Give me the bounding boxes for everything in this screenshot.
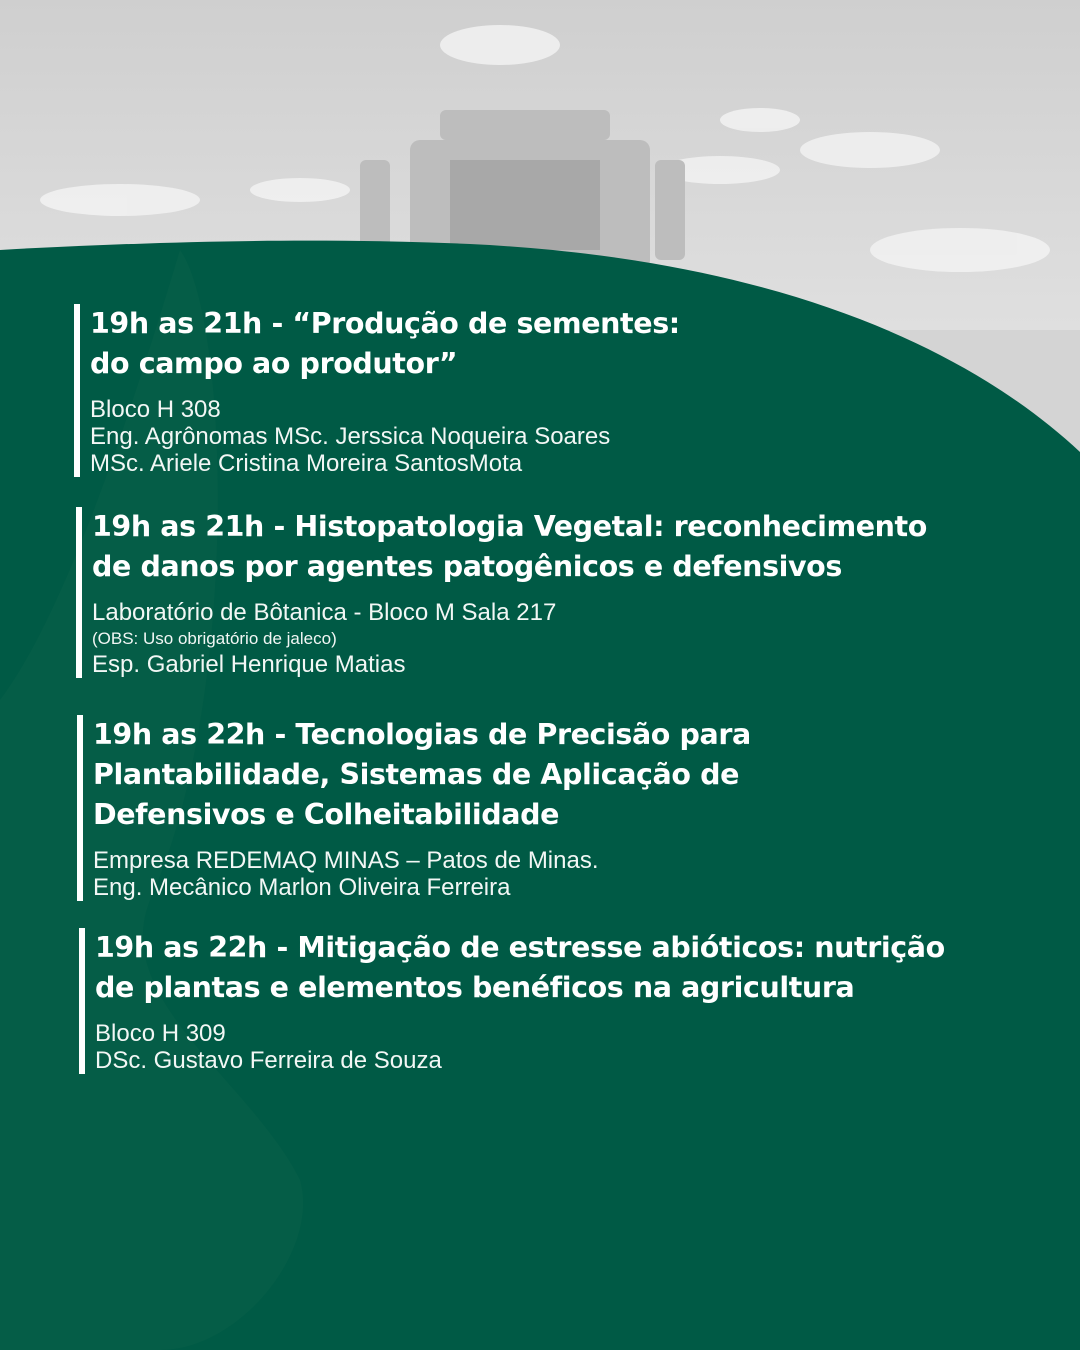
event-item bbox=[76, 507, 927, 678]
event-location: Bloco H 309 bbox=[95, 1020, 226, 1047]
event-title: 19h as 21h - “Produção de sementes: do campo ao produtor” bbox=[90, 307, 680, 380]
event-title: 19h as 22h - Mitigação de estresse abióticos: nutrição de plantas e elementos benéficos na agricultura bbox=[95, 931, 945, 1004]
event-item bbox=[77, 715, 751, 901]
event-speaker: Eng. Mecânico Marlon Oliveira Ferreira bbox=[93, 874, 511, 901]
event-details bbox=[95, 1020, 945, 1074]
event-location: Empresa REDEMAQ MINAS – Patos de Minas. bbox=[93, 847, 599, 874]
event-details bbox=[93, 847, 751, 901]
event-details bbox=[92, 599, 927, 678]
event-item bbox=[79, 928, 945, 1074]
event-location: Bloco H 308 bbox=[90, 396, 221, 423]
event-speaker: MSc. Ariele Cristina Moreira SantosMota bbox=[90, 450, 523, 477]
event-speaker: Esp. Gabriel Henrique Matias bbox=[92, 651, 406, 678]
event-speaker: DSc. Gustavo Ferreira de Souza bbox=[95, 1047, 442, 1074]
event-title: 19h as 22h - Tecnologias de Precisão para Plantabilidade, Sistemas de Aplicação de Defensivos e Colheitabilidade bbox=[93, 718, 751, 831]
event-title: 19h as 21h - Histopatologia Vegetal: reconhecimento de danos por agentes patogênicos e defensivos bbox=[92, 510, 927, 583]
event-item bbox=[74, 304, 680, 477]
event-speaker: Eng. Agrônomas MSc. Jerssica Noqueira Soares bbox=[90, 423, 611, 450]
event-details bbox=[90, 396, 680, 477]
event-location: Laboratório de Bôtanica - Bloco M Sala 217 bbox=[92, 599, 557, 626]
event-note: (OBS: Uso obrigatório de jaleco) bbox=[92, 629, 337, 648]
